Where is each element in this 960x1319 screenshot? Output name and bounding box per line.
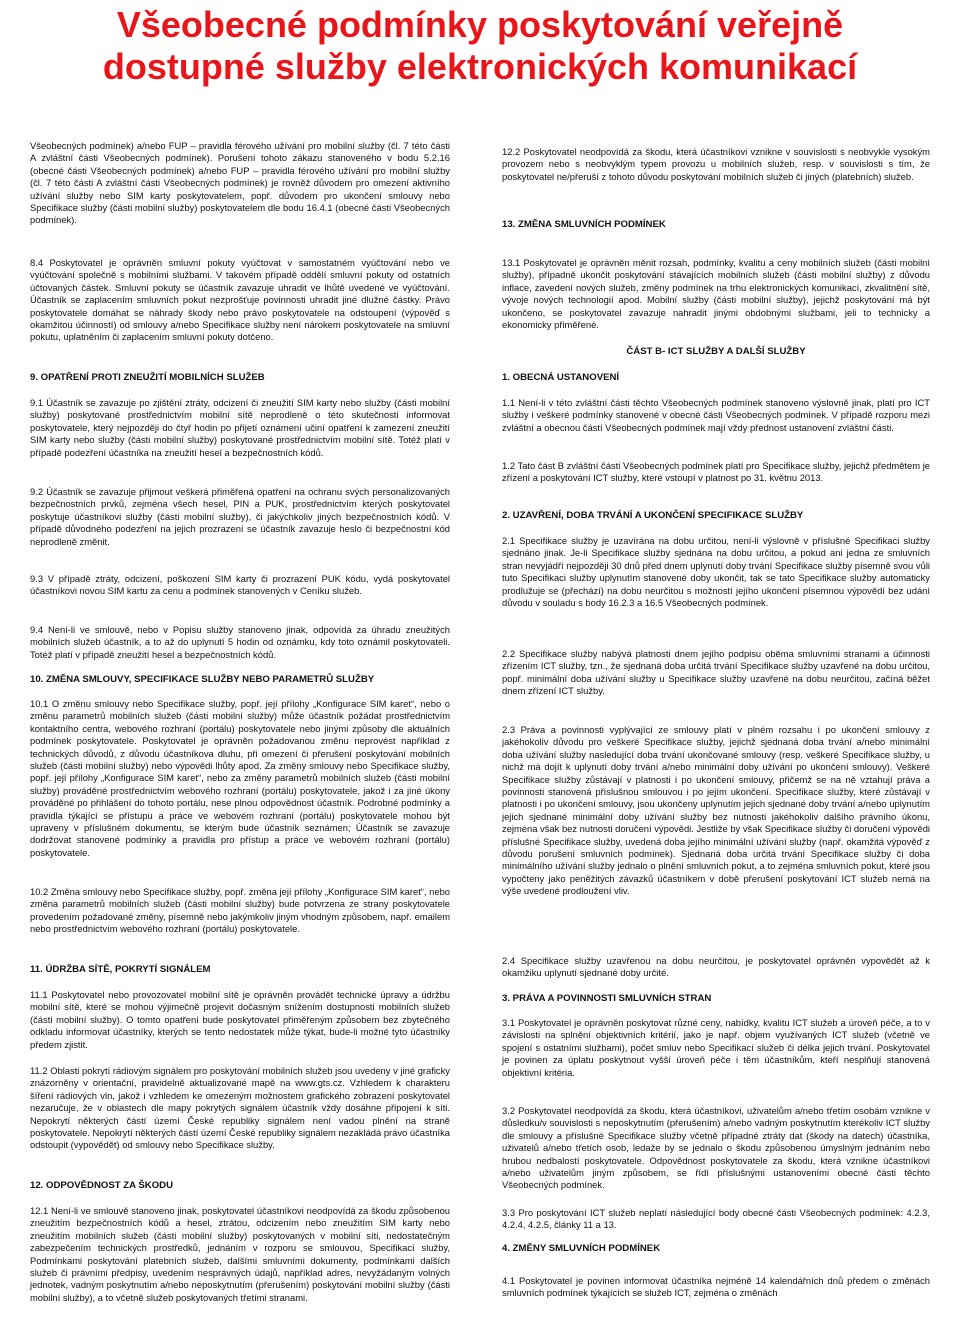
paragraph: 3.2 Poskytovatel neodpovídá za škodu, která účastníkovi, uživatelům a/nebo třetím osobám vznikne v důsledku/v souvislosti s neposkytnutím (přerušením) a/nebo vadným poskytnutím kterékoliv ICT služby dle smlouvy a příslušné Specifikace služby včetně případné ztráty dat (škody na datech) účastníka, uživatelů a/nebo třetích osob, ledaže by se jednalo o škodu způsobenou úmyslným jednáním nebo hrubou nedbalostí poskytovatele. Odpovědnost poskytovatele za škodu, která vznikne účastníkovi a/nebo uživatelům jiným způsobem, se řídí příslušnými ustanoveními obecné části těchto Všeobecných podmínek.	[502, 1105, 930, 1191]
document-title-line-1: Všeobecné podmínky poskytování veřejně	[116, 4, 844, 45]
paragraph: 9.3 V případě ztráty, odcizení, poškození SIM karty či prozrazení PUK kódu, vydá poskytovatel účastníkovi novou SIM kartu za cenu a podmínek stanovených v Ceníku služeb.	[30, 573, 450, 597]
paragraph: 11.1 Poskytovatel nebo provozovatel mobilní sítě je oprávněn provádět technické úpravy a údržbu mobilní sítě, které se mohou výjimečně projevit dočasným snížením dostupnosti mobilních služeb (části mobilní služby). O tomto opatření bude poskytovatel přiměřeným způsobem bez zbytečného odkladu informovat účastníky, kterých se tento nedostatek může týkat, bude-li možné tyto účastníky předem zjistit.	[30, 989, 450, 1050]
paragraph: 9.4 Není-li ve smlouvě, nebo v Popisu služby stanoveno jinak, odpovídá za úhradu zneužitých mobilních služeb účastník, a to až do uplynutí 5 hodin od oznámku, kdy toto oznámil poskytovateli. Totéž platí v případě zneužití hesel a bezpečnostních kódů.	[30, 624, 450, 660]
paragraph: 10.1 O změnu smlouvy nebo Specifikace služby, popř. její přílohy „Konfigurace SIM karet“, nebo o změnu parametrů mobilních služeb (části mobilní služby) může účastník požádat prostřednictvím kontaktního centra, webového rozhraní (portálu) poskytovatele nebo jinými způsoby dle aktuálních podmínek poskytovatele. Poskytovatel je oprávněn požadovanou změnu neprovést například z technických důvodů, z důvodu účastníkova dluhu, při omezení či přerušení poskytování mobilních služeb (části mobilní služby) nebo výpovědi lhůty apod. Za změny smlouvy nebo Specifikace služby, popř. její přílohy „Konfigurace SIM karet“, nebo za změny parametrů mobilních služeb (části mobilní služby) prováděné prostřednictvím webového rozhraní (portálu) poskytovatele, jakož i za jiné úkony prováděné po přihlášení do tohoto portálu, nese plnou odpovědnost účastník. Podrobné podmínky a pravidla týkající se přístupu a práce ve webovém rozhraní (portálu) poskytovatele mohou být upraveny v příslušném dokumentu, se kterým bude účastník seznámen; Účastník se zavazuje dodržovat stanovené podmínky a pravidla pro přístup a práce ve webovém rozhraní (portálu) poskytovatele.	[30, 698, 450, 858]
section-heading: 2. UZAVŘENÍ, DOBA TRVÁNÍ A UKONČENÍ SPECIFIKACE SLUŽBY	[502, 510, 804, 521]
paragraph: 9.2 Účastník se zavazuje přijmout veškerá přiměřená opatření na ochranu svých personalizovaných bezpečnostních prvků, zejména všech hesel, PIN a PUK, prostřednictvím kterých poskytovatel poskytuje účastníkovi služby (části mobilní služby), či jakýchkoliv jiných bezpečnostních kódů. V případě důvodného podezření na jejich prozrazení se účastník zavazuje heslo či bezpečnostní kód neprodleně změnit.	[30, 486, 450, 547]
paragraph: 2.2 Specifikace služby nabývá platnosti dnem jejího podpisu oběma smluvními stranami a účinnosti zřízením ICT služby, tzn., že sjednaná doba určitá trvání Specifikace služby uzavřené na dobu určitou, popř. minimální doba užívání služby u Specifikace služby uzavřené na dobu neurčitou, začíná běžet dnem zřízení ICT služby.	[502, 648, 930, 697]
section-heading: 3. PRÁVA A POVINNOSTI SMLUVNÍCH STRAN	[502, 993, 712, 1004]
section-heading: 11. ÚDRŽBA SÍTĚ, POKRYTÍ SIGNÁLEM	[30, 964, 211, 975]
paragraph: 2.3 Práva a povinnosti vyplývající ze smlouvy platí v plném rozsahu i po ukončení smlouvy z jakéhokoliv důvodu pro veškeré Specifikace služby, jejichž sjednaná doba trvání a/nebo minimální doba užívání služby nasledující doba trvání ukončované smlouvy (resp. veškeré Specifikace služby, u nichž má dojít k uplynutí doby trvání a/nebo minimální doby užívání po ukončení smlouvy). Veškeré Specifikace služby zůstávají v platnosti i po ukončení smlouvy, přičemž se na ně vztahují práva a povinnosti stanovená příslušnou smlouvou i po jejím ukončení. Specifikace služby, které zůstávají v platnosti i po ukončení smlouvy, jsou ukončeny uplynutím jejich sjednané doby trvání a/nebo uplynutím jejich sjednané minimální doby užívání služby bez nutnosti jakéhokoliv dalšího právního úkonu, zejména však bez nutnosti doručení výpovědi. Jestliže by však Specifikace služby či doručení výpovědi příslušné Specifikace služby, uvedená doba jejího minimální užívání služby (např. okamžitá výpověď z důvodu porušení smluvních podmínek). Sjednaná doba určitá trvání Specifikace služby či doba minimálního užívání služby jednalo o plnění smluvních pokut, a to zejména smluvních pokut, které jsou vypočteny jako peněžitých závazků účastníkem v době přerušení poskytování ICT služeb nemá na výše uvedené prodloužení vliv.	[502, 724, 930, 897]
paragraph: 11.2 Oblasti pokrytí rádiovým signálem pro poskytování mobilních služeb jsou uvedeny v jiné graficky znázorněny v orientační, pravidelně aktualizované mapě na www.gts.cz. Vzhledem k charakteru šíření rádiových vln, jakož i vzhledem ke omezeným možnostem grafického zobrazení poskytovatel nezaručuje, že v oblastech dle mapy pokrytých signálem účastník vždy dosáhne připojení k síti. Nepokrytí některých částí území České republiky signálem není vadou plnění na straně poskytovatele. Nepokrytí některých částí území České republiky signálem nezakládá právo účastníka odstoupit (vypovědět) od smlouvy nebo Specifikace služby.	[30, 1065, 450, 1151]
paragraph: 3.1 Poskytovatel je oprávněn poskytovat různé ceny, nabídky, kvalitu ICT služeb a úroveň péče, a to v závislosti na splnění objektivních kritérií, jako je např. objem využívaných ICT služeb (včetně ve spojení s ostatními službami), počet smluv nebo Specifikací služeb či délka jejich trvání. Poskytovatel je povinen za úplatu poskytnout vyšší úroveň péče i těm účastníkům, kteří nesplňují stanovená objektivní kritéria.	[502, 1017, 930, 1078]
section-heading: 12. ODPOVĚDNOST ZA ŠKODU	[30, 1180, 174, 1191]
section-heading: 4. ZMĚNY SMLUVNÍCH PODMÍNEK	[502, 1243, 661, 1254]
paragraph: 8.4 Poskytovatel je oprávněn smluvní pokuty vyúčtovat v samostatném vyúčtování nebo ve vyúčtování společně s mobilními službami. V takovém případě oddělí smluvní pokuty od ostatních účtovaných částek. Smluvní pokuty se účastník zavazuje uhradit ve lhůtě uvedené ve vyúčtování. Účastník se zaplacením smluvních pokut nezprošťuje povinnosti uhradit jiné dlužné částky. Právo poskytovatele domáhat se náhrady škody nebo právo poskytovatele na odstoupení (výpověď s okamžitou účinností) od smlouvy a/nebo Specifikace služby není nárokem poskytovatele na smluvní pokutu, uplatněním či zaplacením smluvní pokuty dotčeno.	[30, 257, 450, 343]
document-title	[0, 4, 960, 88]
paragraph: 2.4 Specifikace služby uzavřenou na dobu neurčitou, je poskytovatel oprávněn vypovědět až k okamžiku uplynutí sjednané doby určité.	[502, 955, 930, 979]
paragraph: 3.3 Pro poskytování ICT služeb neplatí následující body obecné části Všeobecných podmínek: 4.2.3, 4.2.4, 4.2.5, články 11 a 13.	[502, 1207, 930, 1231]
paragraph: 9.1 Účastník se zavazuje po zjištění ztráty, odcizení či zneužití SIM karty nebo služby (části mobilní služby) poskytované prostřednictvím mobilní sítě neprodleně o této skutečnosti informovat poskytovatele, který nejpozději do čtyř hodin po přijetí oznámení učiní opatření k zamezení zneužití SIM karty nebo služby (části mobilní služby) poskytované prostřednictvím mobilní sítě. Totéž platí v případě podezření účastníka na zneužití hesel a bezpečnostních kódů.	[30, 397, 450, 458]
section-heading: 13. ZMĚNA SMLUVNÍCH PODMÍNEK	[502, 219, 666, 230]
paragraph: 12.2 Poskytovatel neodpovídá za škodu, která účastníkovi vznikne v souvislosti s neobvykle vysokým provozem nebo s neobvyklým typem provozu u mobilních služeb, resp. v souvislosti s tím, že poskytovatel ne/přeruší z tohoto důvodu poskytování mobilních služeb či jiných (platebních) služeb.	[502, 146, 930, 182]
section-heading: 1. OBECNÁ USTANOVENÍ	[502, 372, 620, 383]
section-heading: 10. ZMĚNA SMLOUVY, SPECIFIKACE SLUŽBY NEBO PARAMETRŮ SLUŽBY	[30, 674, 375, 685]
paragraph: 10.2 Změna smlouvy nebo Specifikace služby, popř. změna její přílohy „Konfigurace SIM karet“, nebo změna parametrů mobilních služeb (části mobilní služby) bude potvrzena ze strany poskytovatele provedením požadované změny, písemně nebo jakýmkoliv jiným vhodným způsobem, např. emailem nebo prostřednictvím webového rozhraní (portálu) poskytovatele.	[30, 886, 450, 935]
paragraph: 1.2 Tato část B zvláštní části Všeobecných podmínek platí pro Specifikace služby, jejichž předmětem je zřízení a poskytování ICT služby, které vstoupí v platnost po 31. květnu 2013.	[502, 460, 930, 484]
paragraph: 13.1 Poskytovatel je oprávněn měnit rozsah, podmínky, kvalitu a ceny mobilních služeb (části mobilní služby), případně ukončit poskytování stávajících mobilních služeb (části mobilní služby) z důvodu inflace, zavedení nových služeb, změny podmínek na trhu elektronických komunikací, zkvalitnění sítě, vývoje nových technologií apod. Mobilní služby (části mobilní služby), jejichž poskytování má být ukončeno, se poskytovatel zavazuje nahradit jinými obdobnými službami, jeli to technicky a ekonomicky přiměřené.	[502, 257, 930, 331]
paragraph: 2.1 Specifikace služby je uzavírána na dobu určitou, není-li výslovně v příslušné Specifikaci služby sjednáno jinak. Je-li Specifikace služby sjednána na dobu určitou, a pokud ani jedna ze smluvních stran nevyjádří nejpozději 30 dnů před dnem uplynutí doby trvání Specifikace služby písemně svou vůli tuto Specifikaci služby uplynutím stanovené doby ukončit, tak se tato Specifikace služby automaticky prodlužuje se (přechází) na dobu neurčitou s možností jejího ukončení písemnou výpovědí bez udání důvodu v souladu s body 16.2.3 a 16.5 Všeobecných podmínek.	[502, 535, 930, 609]
section-heading: 9. OPATŘENÍ PROTI ZNEUŽITÍ MOBILNÍCH SLUŽEB	[30, 372, 265, 383]
paragraph: 4.1 Poskytovatel je povinen informovat účastníka nejméně 14 kalendářních dnů předem o změnách smluvních podmínek týkajících se služeb ICT, zejména o změnách	[502, 1275, 930, 1299]
paragraph: 12.1 Není-li ve smlouvě stanoveno jinak, poskytovatel účastníkovi neodpovídá za škodu způsobenou zneužitím bezpečnostních kódů a hesel, ztrátou, odcizením nebo zneužitím SIM karty nebo zneužitím mobilních služeb (části mobilní služby) poskytovaných v mobilní síti, nedostatečným zabezpečením technických prostředků, jednáním v rozporu se smlouvou, Specifikací služby, Podmínkami poskytování platebních služeb, dalšími smluvními dokumenty, podmínkami dalších služeb či právními předpisy, uvedením nesprávných údajů, například adres, nevyžádaným volných jednotek, vadným poskytnutím a/nebo neposkytnutím (přerušením) poskytování mobilní služby (části mobilní služby), a to včetně služeb poskytovaných třetími stranami.	[30, 1205, 450, 1303]
document-title-line-2: dostupné služby elektronických komunikací	[102, 46, 858, 87]
paragraph: Všeobecných podmínek) a/nebo FUP – pravidla férového užívání pro mobilní služby (čl. 7 této části A zvláštní části Všeobecných podmínek). Porušení tohoto zákazu stanoveného v bodu 5.2.16 (obecné části Všeobecných podmínek) a/nebo FUP – pravidla férového užívání pro mobilní služby (čl. 7 této části A zvláštní části Všeobecných podmínek) je rovněž důvodem pro omezení aktivního užívání služby nebo SIM karty poskytovatelem, popř. důvodem pro ukončení smlouvy nebo Specifikace služby (části mobilní služby) poskytovatelem dle bodu 16.4.1 (obecné části Všeobecných podmínek).	[30, 140, 450, 226]
paragraph: 1.1 Není-li v této zvláštní části těchto Všeobecných podmínek stanoveno výslovně jinak, platí pro ICT služby i veškeré podmínky stanovené v obecné části Všeobecných podmínek. V případě rozporu mezi zvláštní a obecnou částí Všeobecných podmínek mají vždy přednost ustanovení zvláštní části.	[502, 397, 930, 433]
section-heading: ČÁST B- ICT SLUŽBY A DALŠÍ SLUŽBY	[626, 346, 806, 357]
